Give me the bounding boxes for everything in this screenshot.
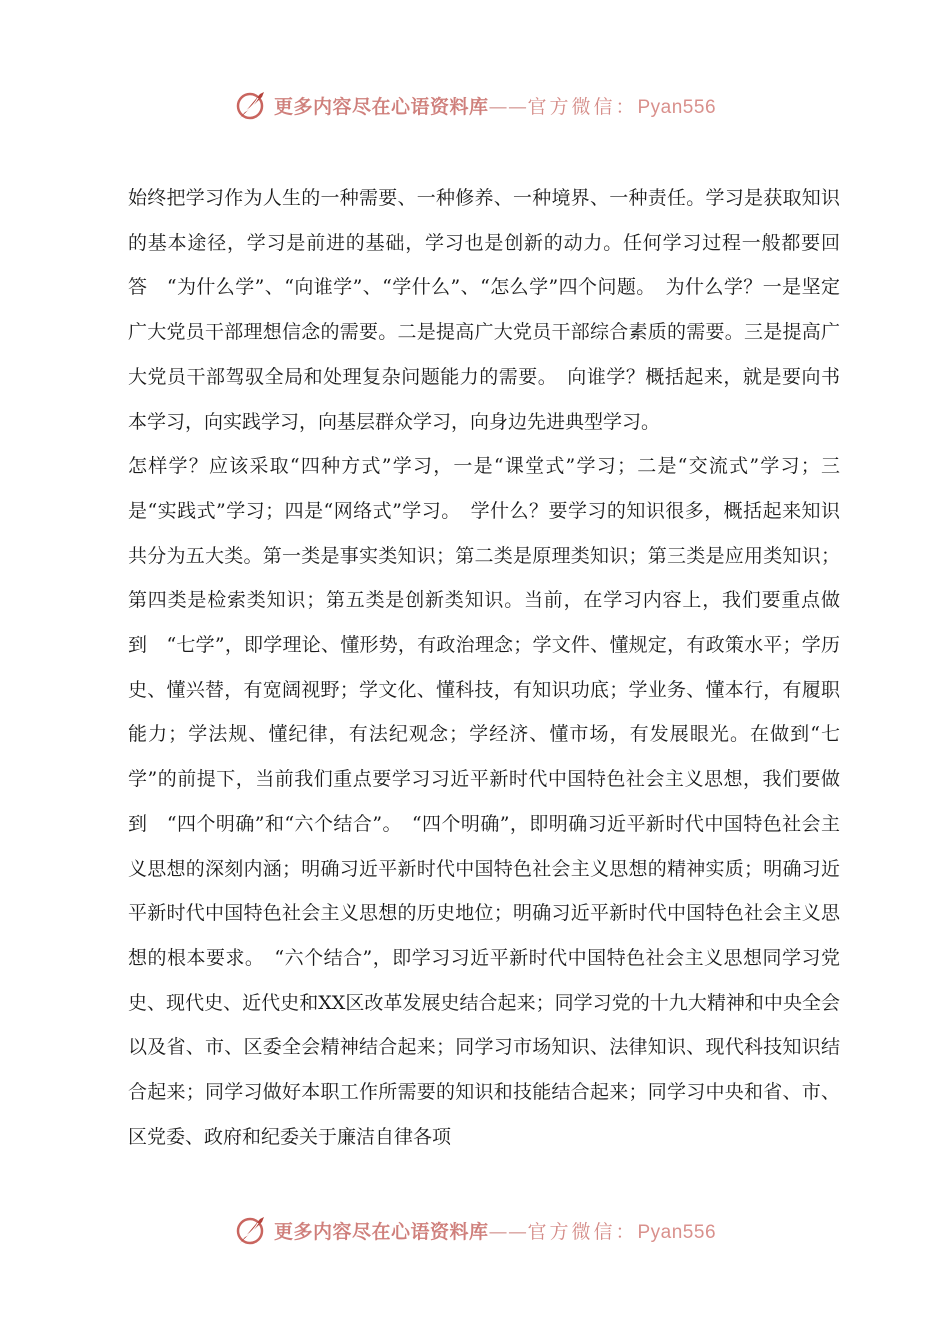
header-banner-text [274,92,716,119]
footer-watermark-banner [0,1210,950,1250]
document-body [128,176,840,1159]
header-wechat-label: 官方微信： [527,95,638,118]
footer-separator: —— [488,1220,528,1243]
footer-wechat-label: 官方微信： [527,1220,638,1243]
footer-wechat-id: Pyan556 [637,1221,717,1243]
body-paragraph-2: 怎样学？应该采取“四种方式”学习，一是“课堂式”学习；二是“交流式”学习；三是“实践式”学习；四是“网络式”学习。 学什么？要学习的知识很多，概括起来知识共分为五大类。第一类是事实类知识；第二类是原理类知识；第三类是应用类知识；第四类是检索类知识；第五类是创新类知识。当前，在学习内容上，我们要重点做到 “七学”，即学理论、懂形势，有政治理念；学文件、懂规定，有政策水平；学历史、懂兴替，有宽阔视野；学文化、懂科技，有知识功底；学业务、懂本行，有履职能力；学法规、懂纪律，有法纪观念；学经济、懂市场，有发展眼光。在做到“七学”的前提下，当前我们重点要学习习近平新时代中国特色社会主义思想，我们要做到 “四个明确”和“六个结合”。 “四个明确”，即明确习近平新时代中国特色社会主义思想的深刻内涵；明确习近平新时代中国特色社会主义思想的精神实质；明确习近平新时代中国特色社会主义思想的历史地位；明确习近平新时代中国特色社会主义思想的根本要求。 “六个结合”，即学习习近平新时代中国特色社会主义思想同学习党史、现代史、近代史和XX区改革发展史结合起来；同学习党的十九大精神和中央全会以及省、市、区委全会精神结合起来；同学习市场知识、法律知识、现代科技知识结合起来；同学习做好本职工作所需要的知识和技能结合起来；同学习中央和省、市、区党委、政府和纪委关于廉洁自律各项 [128,455,840,1148]
quill-logo-icon [234,1213,268,1247]
header-watermark-banner [0,85,950,125]
quill-logo-icon [234,88,268,122]
header-wechat-id: Pyan556 [637,96,717,118]
body-paragraph-1: 始终把学习作为人生的一种需要、一种修养、一种境界、一种责任。学习是获取知识的基本途径，学习是前进的基础，学习也是创新的动力。任何学习过程一般都要回答 “为什么学”、“向谁学”、“学什么”、“怎么学”四个问题。 为什么学？一是坚定广大党员干部理想信念的需要。二是提高广大党员干部综合素质的需要。三是提高广大党员干部驾驭全局和处理复杂问题能力的需要。 向谁学？概括起来，就是要向书本学习，向实践学习，向基层群众学习，向身边先进典型学习。 [128,187,840,433]
header-separator: —— [488,95,528,118]
footer-banner-text [274,1217,716,1244]
footer-brand-text: 更多内容尽在心语资料库 [273,1220,489,1243]
header-brand-text: 更多内容尽在心语资料库 [273,95,489,118]
